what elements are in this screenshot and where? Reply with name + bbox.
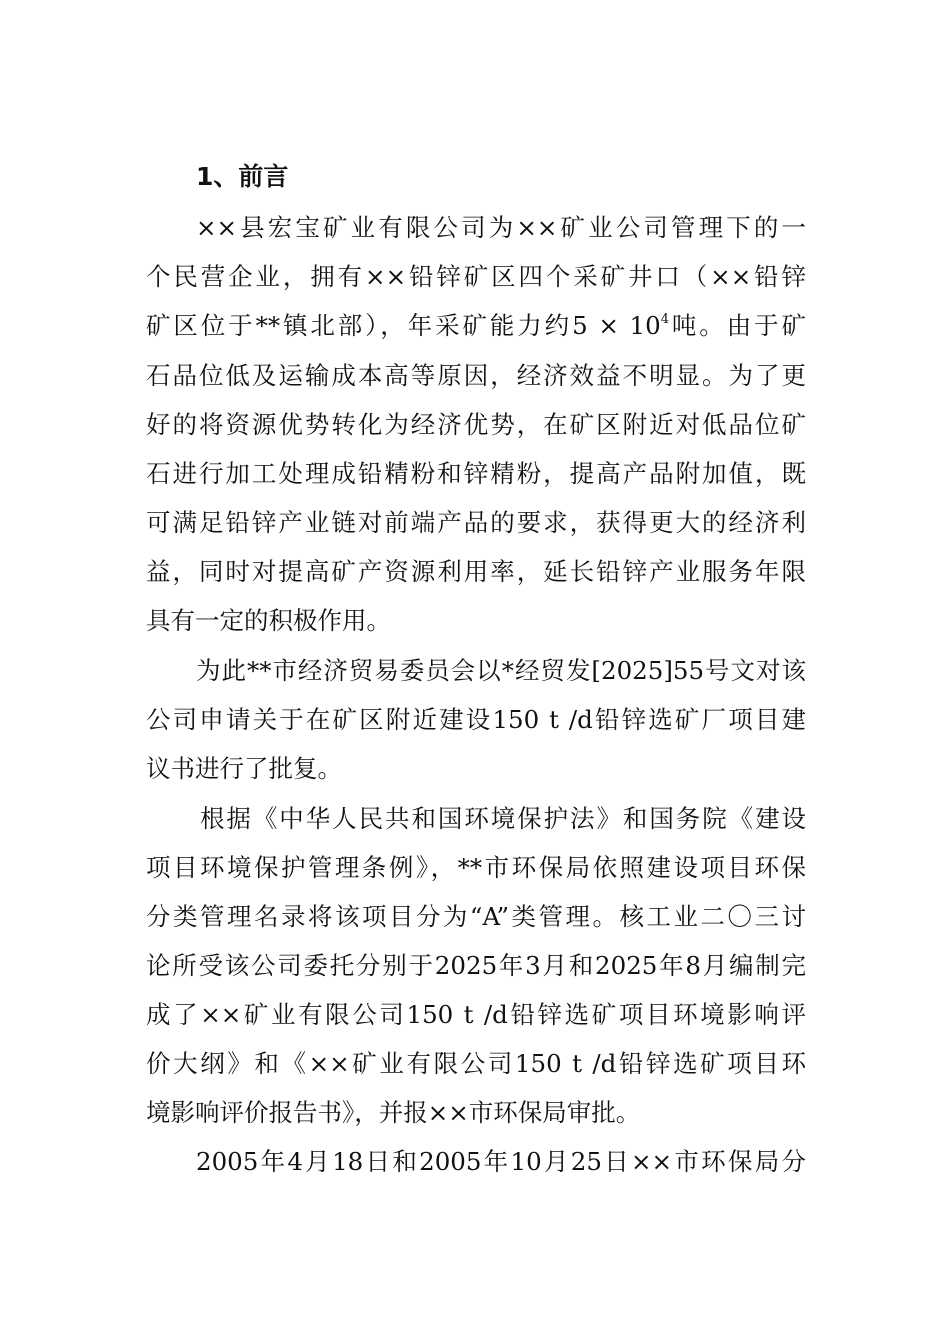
paragraph-line: 石进行加工处理成铅精粉和锌精粉，提高产品附加值，既 <box>146 459 806 488</box>
paragraph-line: 好的将资源优势转化为经济优势，在矿区附近对低品位矿 <box>146 410 806 439</box>
paragraph-line: 分类管理名录将该项目分为“A”类管理。核工业二〇三讨 <box>146 902 806 931</box>
paragraph-line: ××县宏宝矿业有限公司为××矿业公司管理下的一 <box>196 213 806 242</box>
paragraph-line: 境影响评价报告书》，并报××市环保局审批。 <box>146 1098 641 1127</box>
paragraph-line: 公司申请关于在矿区附近建设150 t /d铅锌选矿厂项目建 <box>146 705 806 734</box>
superscript-exponent: 4 <box>660 311 670 327</box>
paragraph-line: 2005年4月18日和2005年10月25日××市环保局分 <box>196 1147 806 1176</box>
line-text-part: 矿区位于**镇北部），年采矿能力约5 × 10 <box>146 311 661 340</box>
paragraph-line: 个民营企业，拥有××铅锌矿区四个采矿井口（××铅锌 <box>146 262 806 291</box>
paragraph-line: 价大纲》和《××矿业有限公司150 t /d铅锌选矿项目环 <box>146 1049 806 1078</box>
paragraph-line: 具有一定的积极作用。 <box>146 606 391 635</box>
line-text-part: 吨。由于矿 <box>669 311 806 340</box>
paragraph-line: 益，同时对提高矿产资源利用率，延长铅锌产业服务年限 <box>146 557 806 586</box>
paragraph-line: 成了××矿业有限公司150 t /d铅锌选矿项目环境影响评 <box>146 1000 806 1029</box>
paragraph-line: 石品位低及运输成本高等原因，经济效益不明显。为了更 <box>146 361 806 390</box>
paragraph-line: 为此**市经济贸易委员会以*经贸发[2025]55号文对该 <box>196 656 806 685</box>
section-heading: 1、前言 <box>196 162 289 191</box>
paragraph-line: 议书进行了批复。 <box>146 754 342 783</box>
paragraph-line: 根据《中华人民共和国环境保护法》和国务院《建设 <box>200 804 806 833</box>
paragraph-line: 论所受该公司委托分别于2025年3月和2025年8月编制完 <box>146 951 806 980</box>
paragraph-line: 可满足铅锌产业链对前端产品的要求，获得更大的经济利 <box>146 508 806 537</box>
paragraph-line-with-superscript <box>146 306 806 346</box>
paragraph-line: 项目环境保护管理条例》，**市环保局依照建设项目环保 <box>146 853 806 882</box>
